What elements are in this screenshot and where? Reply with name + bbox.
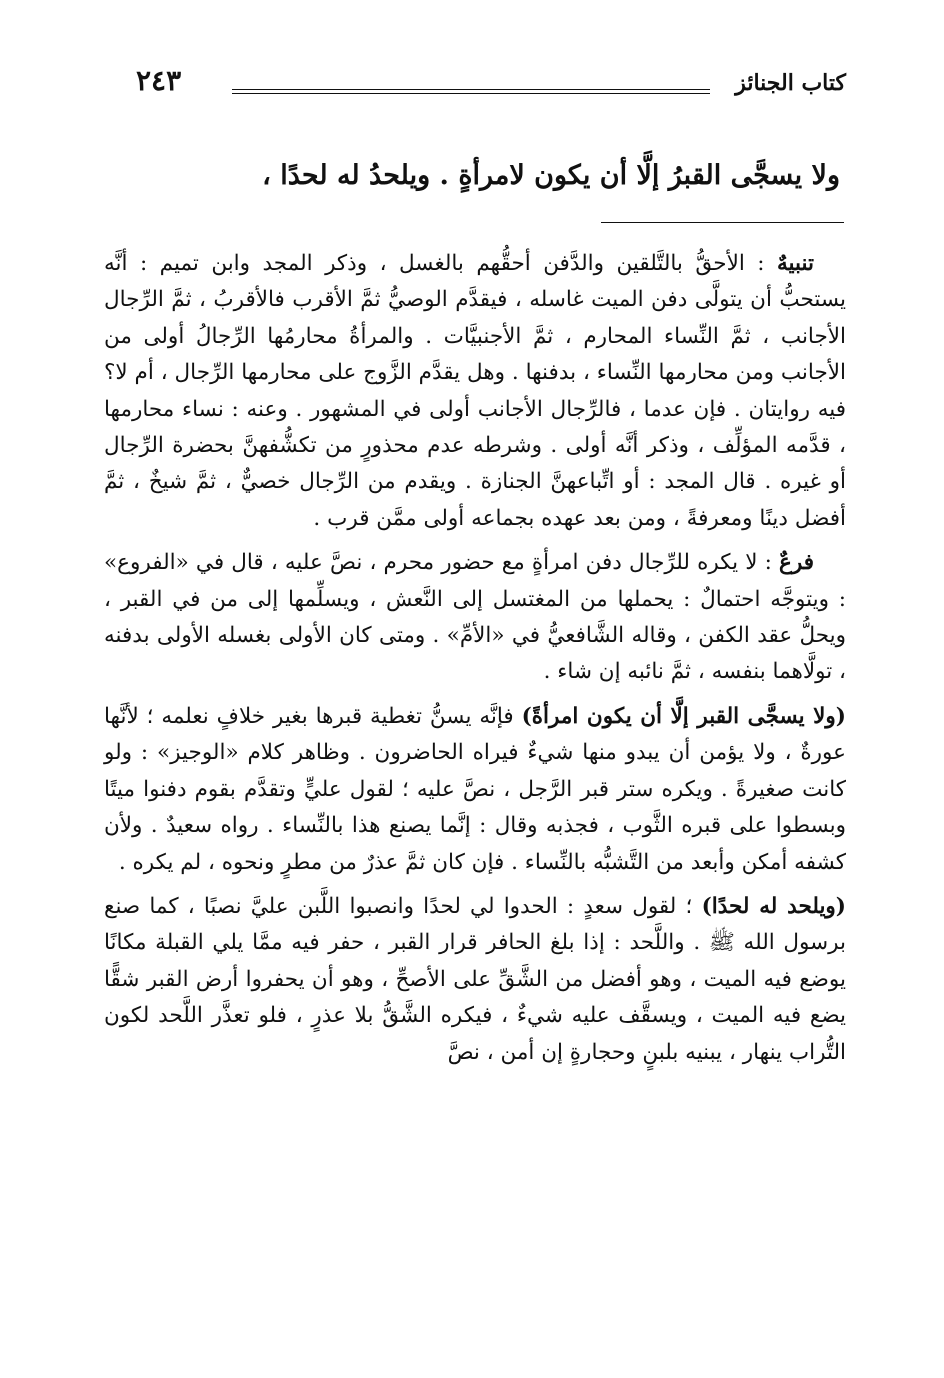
page-number: ٢٤٣: [136, 64, 182, 97]
paragraph-far: [104, 545, 846, 691]
paragraph-lahd: [104, 889, 846, 1071]
paragraph-text: ؛ لقول سعدٍ : الحدوا لي لحدًا وانصبوا اللَّبن عليَّ نصبًا ، كما صنع برسول الله ﷺ . واللَّحد : إذا بلغ الحافر قرار القبر ، حفر فيه ممَّا يلي القبلة مكانًا يوضع فيه الميت ، وهو أفضل من الشَّقِّ على الأصحِّ ، وهو أن يحفروا أرض القبر شقًّا يضع فيه الميت ، ويسقَّف عليه شيءٌ ، فيكره الشَّقُّ بلا عذرٍ ، فلو تعذَّر اللَّحد لكون التُّراب ينهار ، يبنيه بلبنٍ وحجارةٍ إن أمن ، نصَّ: [104, 893, 846, 1065]
paragraph-lead: تنبيهٌ: [777, 251, 814, 276]
paragraph-lead: فرعٌ: [779, 550, 814, 576]
commentary-body: [104, 246, 846, 1079]
matn-text: ولا يسجَّى القبرُ إلَّا أن يكون لامرأةٍ . ويلحدُ له لحدًا ،: [262, 160, 840, 191]
header-rule: [232, 89, 710, 94]
paragraph-lead: (ولا يسجَّى القبر إلَّا أن يكون امرأةً): [521, 703, 846, 729]
paragraph-text: فإنَّه يسنُّ تغطية قبرها بغير خلافٍ نعلمه ؛ لأنَّها عورةٌ ، ولا يؤمن أن يبدو منها شيءٌ فيراه الحاضرون . وظاهر كلام «الوجيز» : ولو كانت صغيرةً . ويكره ستر قبر الرَّجل ، نصَّ عليه ؛ لقول عليٍّ وتقدَّم بقوم دفنوا ميتًا وبسطوا على قبره الثَّوب ، فجذبه وقال : إنَّما يصنع هذا بالنِّساء . رواه سعيدٌ . ولأن كشفه أمكن وأبعد من التَّشبُّه بالنِّساء . فإن كان ثمَّ عذرٌ من مطرٍ ونحوه ، لم يكره .: [104, 703, 846, 875]
paragraph-tasjiya: [104, 699, 846, 881]
running-head-title: كتاب الجنائز: [735, 70, 846, 96]
paragraph-lead: (ويلحد له لحدًا): [701, 893, 846, 919]
paragraph-text: : لا يكره للرِّجال دفن امرأةٍ مع حضور محرم ، نصَّ عليه ، قال في «الفروع» : ويتوجَّه احتمالٌ : يحملها من المغتسل إلى النَّعش ، ويسلِّمها إلى من في القبر ، ويحلُّ عقد الكفن ، وقاله الشَّافعيُّ في «الأمِّ» . ومتى كان الأولى بغسله الأولى بدفنه ، تولَّاهما بنفسه ، ثمَّ نائبه إن شاء .: [104, 550, 846, 685]
matn-separator: [601, 222, 844, 223]
paragraph-text: : الأحقُّ بالتَّلقين والدَّفن أحقُّهم بالغسل ، وذكر المجد وابن تميم : أنَّه يستحبُّ أن يتولَّى دفن الميت غاسله ، فيقدَّم الوصيُّ ثمَّ الأقرب فالأقربُ ، ثمَّ الرِّجال الأجانب ، ثمَّ النِّساء المحارم ، ثمَّ الأجنبيَّات . والمرأةُ محارمُها الرِّجالُ أولى من الأجانب ومن محارمها النِّساء ، بدفنها . وهل يقدَّم الزَّوج على محارمها الرِّجال ، أم لا؟ فيه روايتان . فإن عدما ، فالرِّجال الأجانب أولى في المشهور . وعنه : نساء محارمها ، قدَّمه المؤلِّف ، وذكر أنَّه أولى . وشرطه عدم محذورٍ من تكشُّفهنَّ بحضرة الرِّجال أو غيره . قال المجد : أو اتِّباعهنَّ الجنازة . ويقدم من الرِّجال خصيٌّ ، ثمَّ شيخٌ ، ثمَّ أفضل دينًا ومعرفةً ، ومن بعد عهده بجماعه أولى ممَّن قرب .: [104, 251, 846, 531]
paragraph-tanbih: [104, 246, 846, 537]
